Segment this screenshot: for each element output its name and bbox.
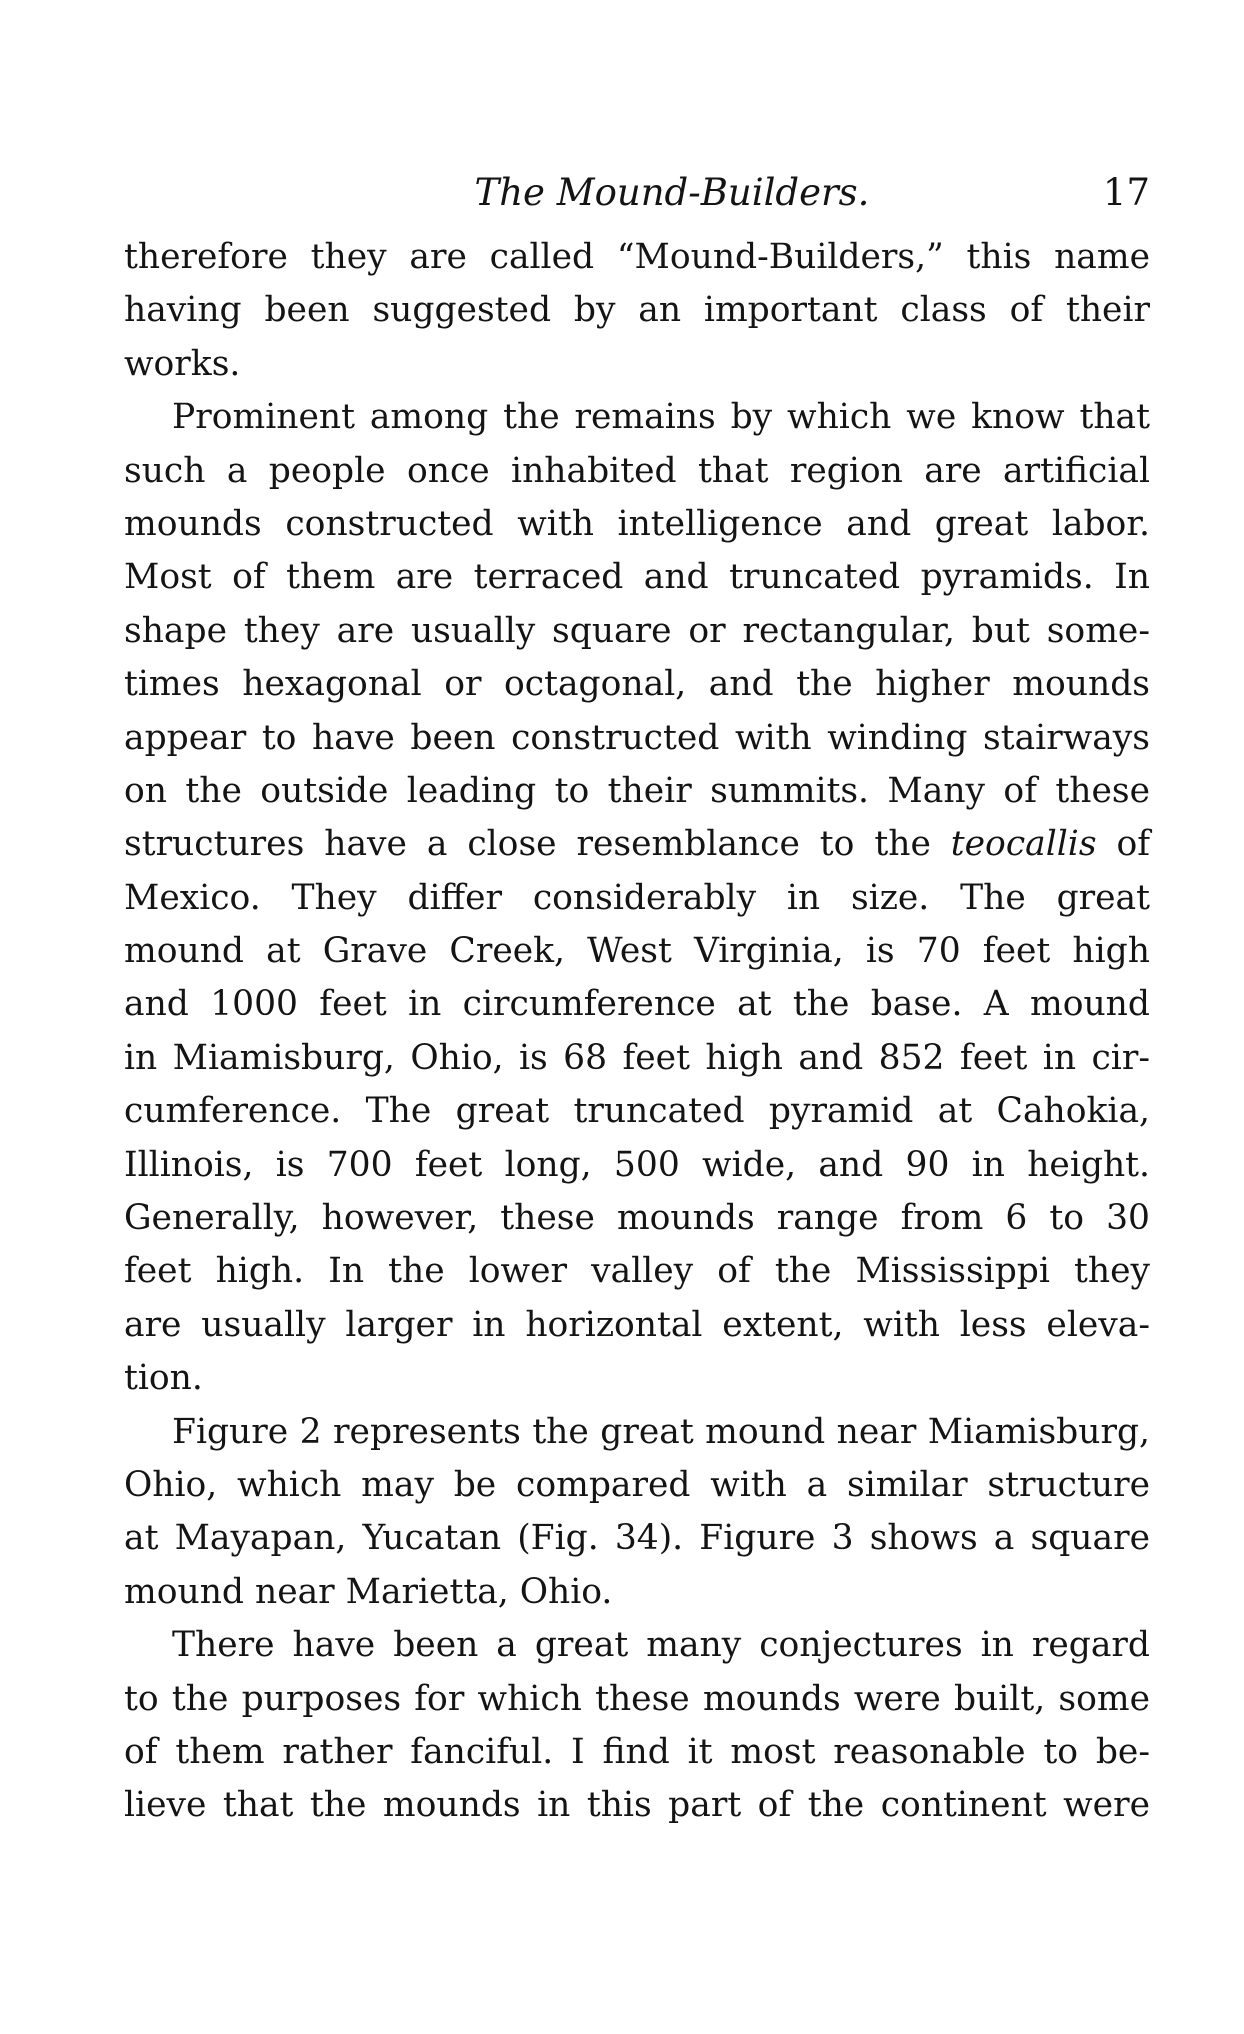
text-line-with-italic (124, 818, 1150, 871)
text-line: mounds constructed with intelligence and great labor. (124, 503, 1150, 544)
text-line: feet high. In the lower valley of the Mississippi they (124, 1251, 1150, 1292)
text-line: in Miamisburg, Ohio, is 68 feet high and 852 feet in cir- (124, 1037, 1150, 1078)
page-number: 17 (1102, 171, 1150, 214)
text-line: at Mayapan, Yucatan (Fig. 34). Figure 3 shows a square (124, 1518, 1150, 1559)
text-line: mound near Marietta, Ohio. (124, 1571, 613, 1612)
text-line: Mexico. They differ considerably in size. The great (124, 877, 1150, 918)
text-line: Most of them are terraced and truncated pyramids. In (124, 557, 1150, 598)
text-line: Figure 2 represents the great mound near Miamisburg, (172, 1411, 1150, 1452)
running-head (124, 165, 1150, 221)
text-line: having been suggested by an important class of their (124, 290, 1150, 331)
text-line: shape they are usually square or rectangular, but some- (124, 610, 1150, 651)
text-segment: structures have a close resemblance to the (124, 824, 951, 865)
text-line: There have been a great many conjectures in regard (172, 1625, 1150, 1666)
text-line: and 1000 feet in circumference at the base. A mound (124, 984, 1150, 1025)
text-line: such a people once inhabited that region are artificial (124, 450, 1150, 491)
running-title: The Mound-Builders. (474, 171, 870, 214)
italic-term: teocallis (950, 824, 1097, 865)
text-line: cumference. The great truncated pyramid at Cahokia, (124, 1091, 1150, 1132)
book-page (124, 165, 1150, 1833)
text-line: Generally, however, these mounds range from 6 to 30 (124, 1198, 1150, 1239)
body-text (124, 231, 1150, 1833)
text-line: Illinois, is 700 feet long, 500 wide, and 90 in height. (124, 1144, 1150, 1185)
text-line: of them rather fanciful. I find it most reasonable to be- (124, 1731, 1150, 1772)
text-line: to the purposes for which these mounds were built, some (124, 1678, 1150, 1719)
text-line: mound at Grave Creek, West Virginia, is 70 feet high (124, 931, 1150, 972)
text-line: times hexagonal or octagonal, and the higher mounds (124, 664, 1150, 705)
text-line: Ohio, which may be compared with a similar structure (124, 1464, 1150, 1505)
text-segment: of (1096, 824, 1150, 865)
text-line: lieve that the mounds in this part of the continent were (124, 1785, 1150, 1826)
text-line: tion. (124, 1358, 203, 1399)
text-line: appear to have been constructed with winding stairways (124, 717, 1150, 758)
text-line: Prominent among the remains by which we know that (172, 397, 1150, 438)
text-line: are usually larger in horizontal extent, with less eleva- (124, 1304, 1150, 1345)
text-line: on the outside leading to their summits. Many of these (124, 770, 1150, 811)
text-line: therefore they are called “Mound-Builders,” this name (124, 237, 1150, 277)
text-line: works. (124, 343, 241, 384)
